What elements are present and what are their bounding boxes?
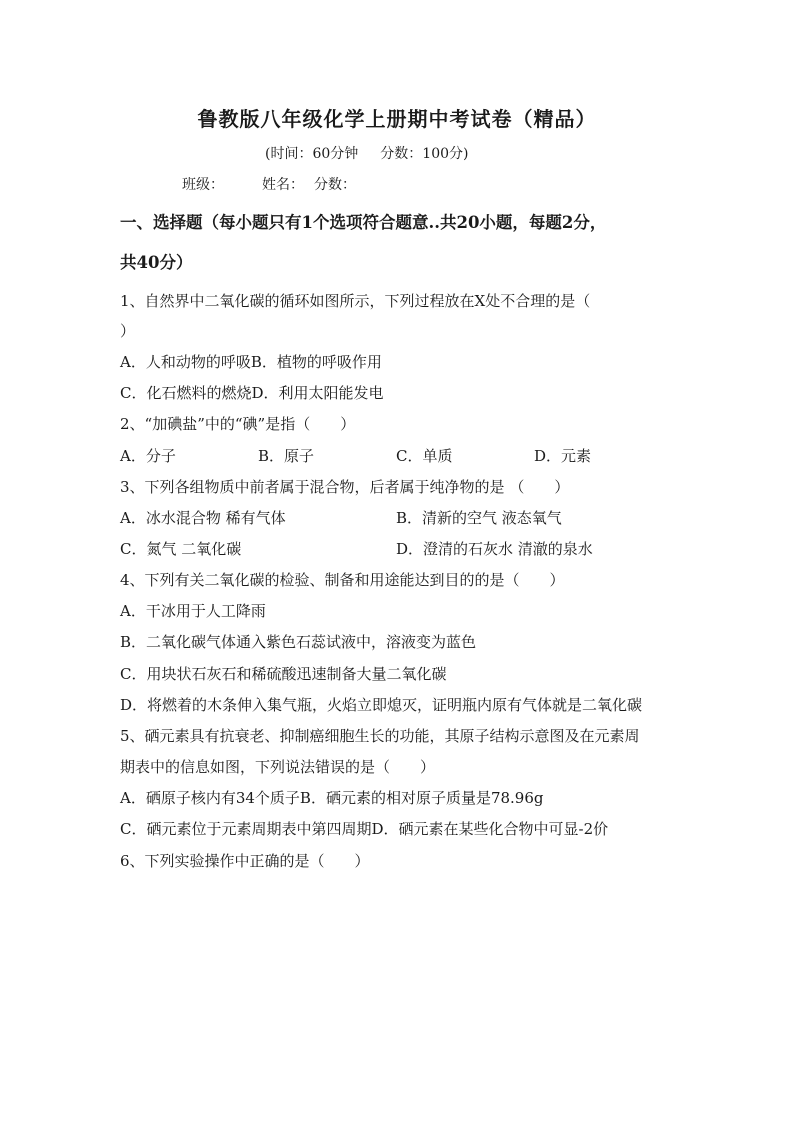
question-2-option-d: D．元素 — [534, 447, 592, 465]
question-2-stem: 2、“加碘盐”中的“碘”是指（ ） — [120, 415, 356, 433]
total-score: 分数：100分) — [380, 146, 469, 162]
question-4-option-c: C．用块状石灰石和稀硫酸迅速制备大量二氧化碳 — [120, 665, 447, 683]
question-4-option-a: A．干冰用于人工降雨 — [120, 602, 266, 620]
exam-meta — [265, 144, 468, 164]
page-title: 鲁教版八年级化学上册期中考试卷（精品） — [197, 107, 597, 131]
question-1-options-cd: C．化石燃料的燃烧D．利用太阳能发电 — [120, 384, 384, 402]
question-2-option-b: B．原子 — [258, 447, 315, 465]
question-2-option-c: C．单质 — [396, 447, 453, 465]
score-label: 分数： — [314, 177, 356, 193]
student-info — [182, 175, 356, 195]
question-1-stem: 1、自然界中二氧化碳的循环如图所示，下列过程放在X处不合理的是（ — [120, 292, 591, 310]
question-1-options-ab: A．人和动物的呼吸B．植物的呼吸作用 — [120, 353, 382, 371]
question-4-stem: 4、下列有关二氧化碳的检验、制备和用途能达到目的的是（ ） — [120, 571, 565, 589]
question-4-option-b: B．二氧化碳气体通入紫色石蕊试液中，溶液变为蓝色 — [120, 633, 477, 651]
question-3-stem: 3、下列各组物质中前者属于混合物，后者属于纯净物的是 （ ） — [120, 478, 570, 496]
question-3-option-a: A．冰水混合物 稀有气体 — [120, 509, 286, 527]
question-6-stem: 6、下列实验操作中正确的是（ ） — [120, 852, 370, 870]
time-limit: (时间：60分钟 — [265, 146, 359, 162]
question-3-option-d: D．澄清的石灰水 清澈的泉水 — [396, 540, 593, 558]
question-5-options-ab: A．硒原子核内有34个质子B．硒元素的相对原子质量是78.96g — [120, 789, 544, 807]
section-heading-cont: 共40分） — [120, 253, 193, 272]
question-5-options-cd: C．硒元素位于元素周期表中第四周期D．硒元素在某些化合物中可显-2价 — [120, 820, 609, 838]
class-label: 班级： — [182, 177, 224, 193]
question-5-stem-cont: 期表中的信息如图，下列说法错误的是（ ） — [120, 758, 436, 776]
question-4-option-d: D．将燃着的木条伸入集气瓶，火焰立即熄灭，证明瓶内原有气体就是二氧化碳 — [120, 696, 643, 714]
section-heading: 一、选择题（每小题只有1个选项符合题意..共20小题，每题2分， — [120, 213, 607, 232]
question-3-option-b: B．清新的空气 液态氧气 — [396, 509, 562, 527]
question-3-option-c: C．氮气 二氧化碳 — [120, 540, 242, 558]
question-1-stem-cont: ） — [120, 322, 136, 340]
question-5-stem: 5、硒元素具有抗衰老、抑制癌细胞生长的功能，其原子结构示意图及在元素周 — [120, 727, 640, 745]
name-label: 姓名： — [262, 177, 304, 193]
question-2-option-a: A．分子 — [120, 447, 176, 465]
